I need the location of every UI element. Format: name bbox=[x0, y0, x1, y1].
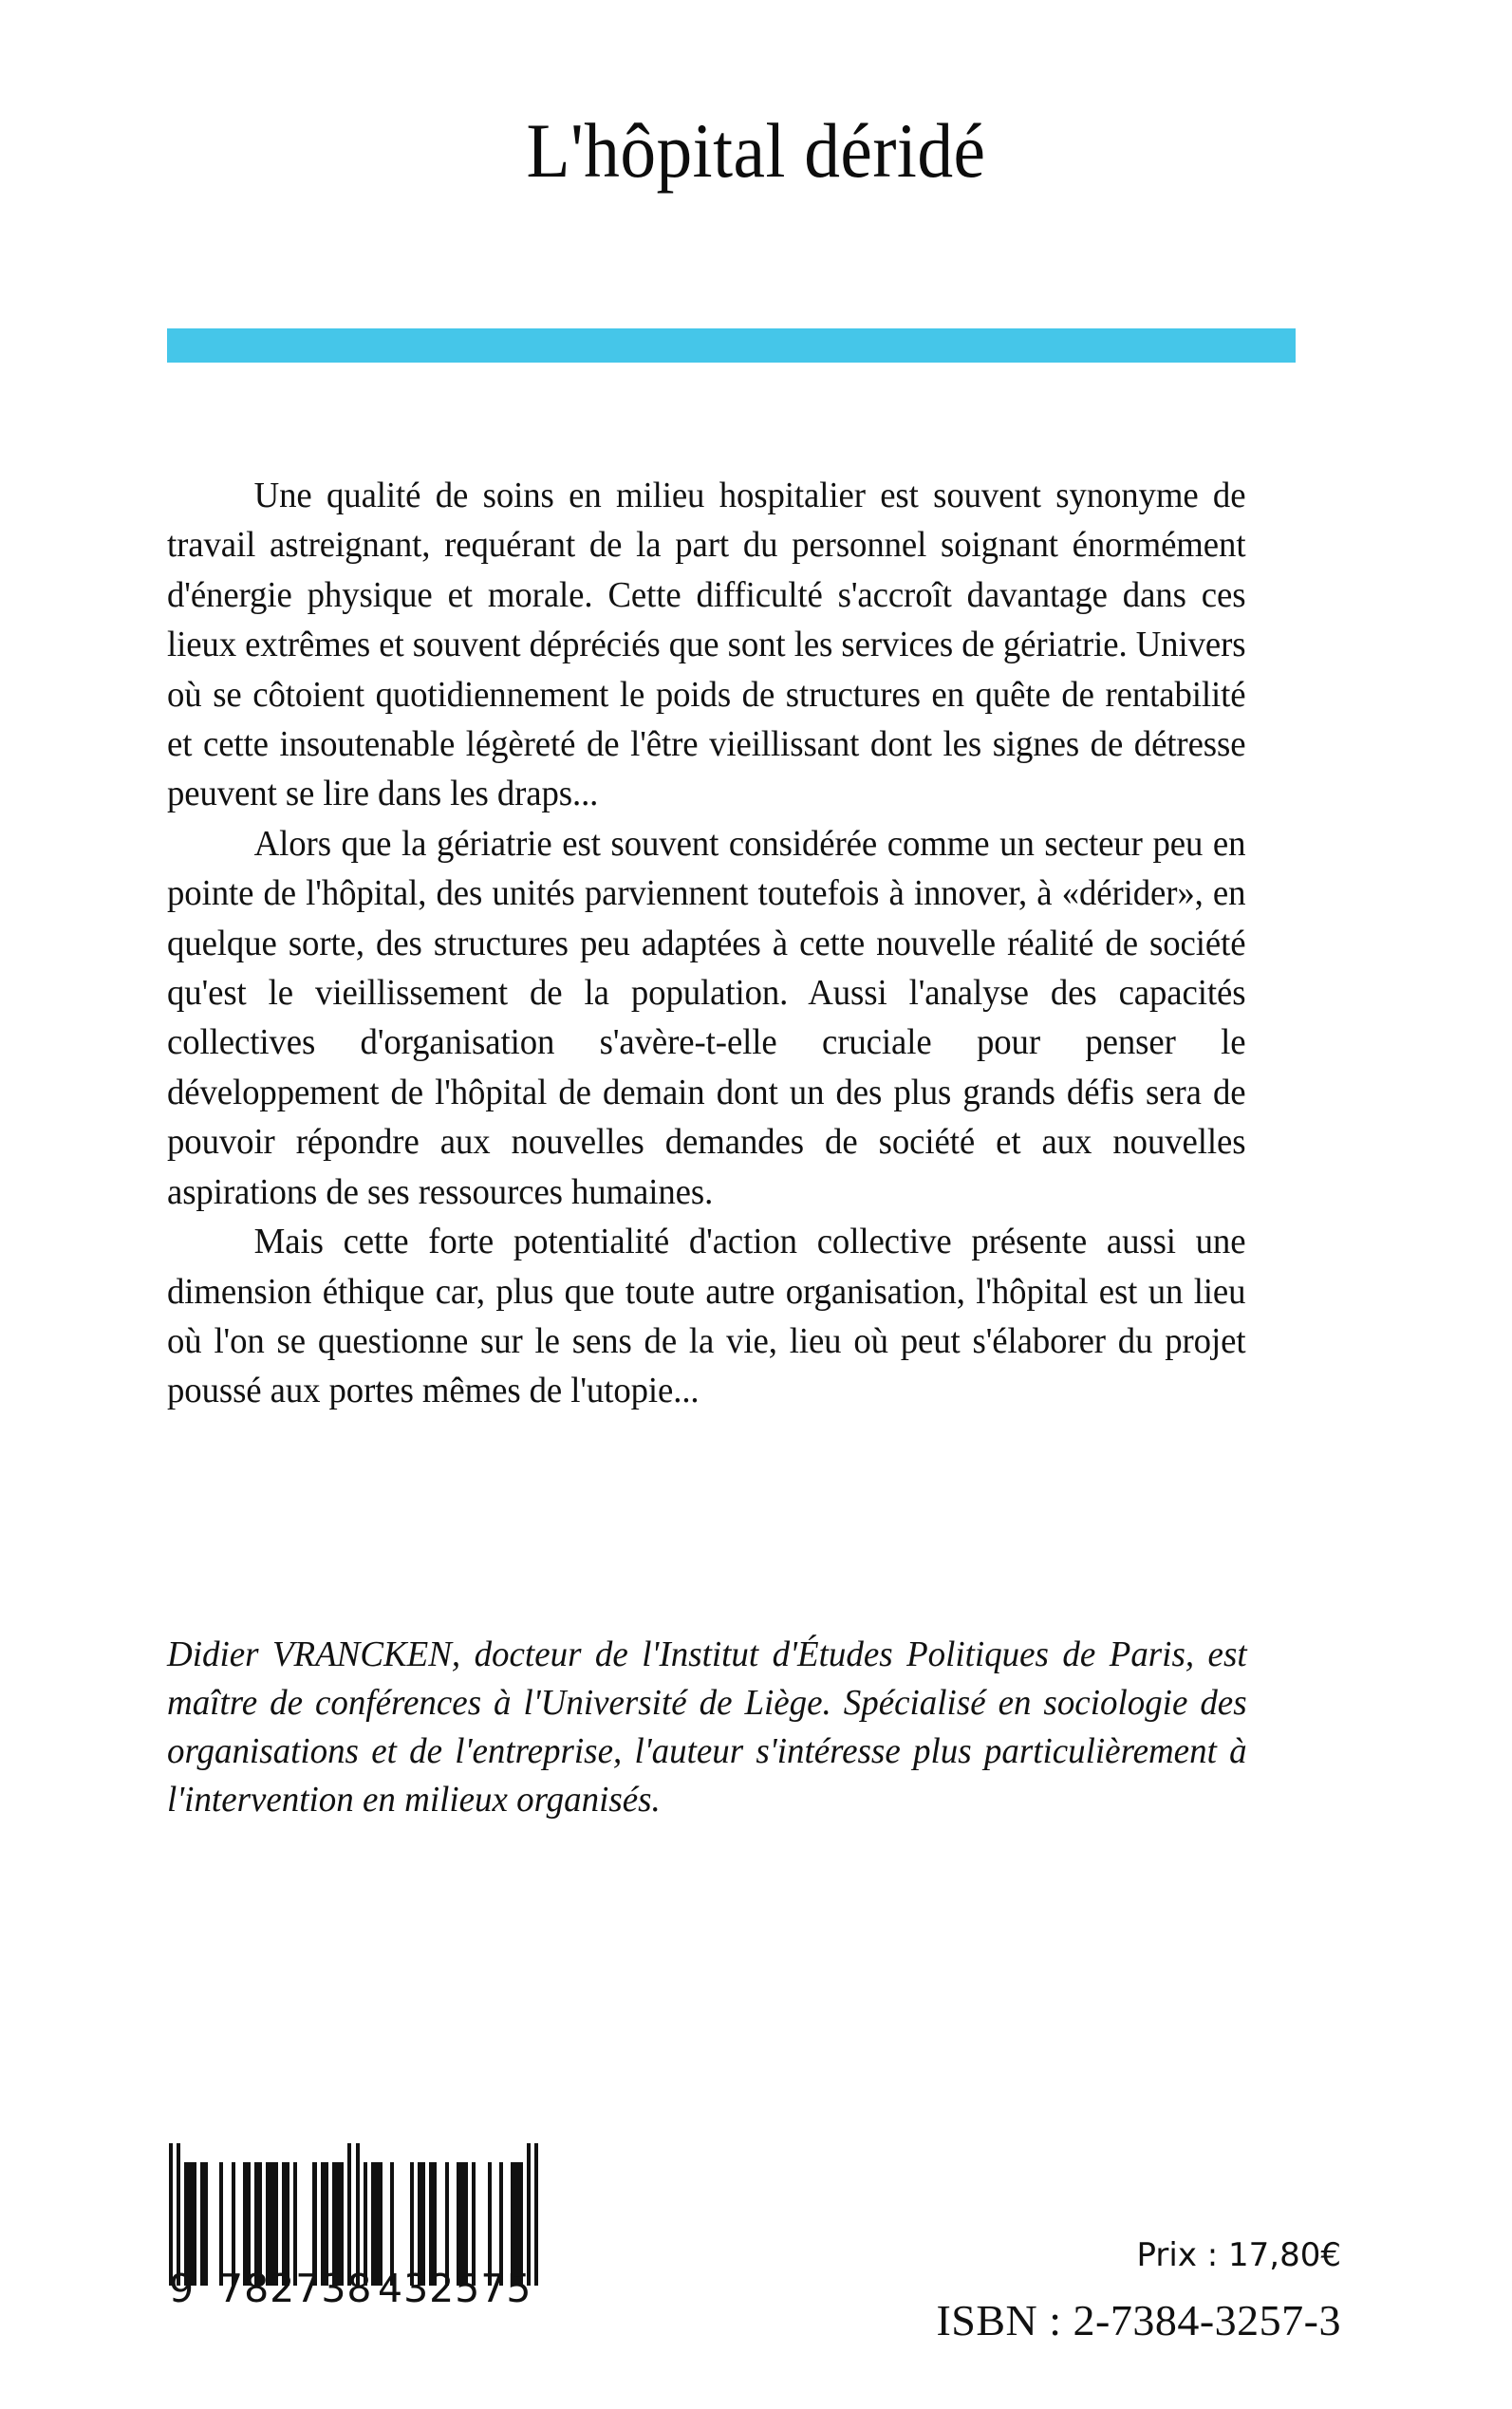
barcode-lead-digit: 9 bbox=[169, 2266, 196, 2311]
author-bio bbox=[167, 1631, 1292, 1824]
blurb-paragraph-2: Alors que la gériatrie est souvent considérée comme un secteur peu en pointe de l'hôpital, des unités parviennent toutefois à innover, à «dérider», en quelque sorte, des structures peu adaptées à cette nouvelle réalité de société qu'est le vieillissement de la population. Aussi l'analyse des capacités collectives d'organisation s'avère-t-elle cruciale pour penser le développement de l'hôpital de demain dont un des plus grands défis sera de pouvoir répondre aux nouvelles demandes de société et aux nouvelles aspirations de ses ressources humaines. bbox=[167, 823, 1246, 1212]
blurb-paragraph-1: Une qualité de soins en milieu hospitalier est souvent synonyme de travail astreignant, requérant de la part du personnel soignant énormément d'énergie physique et morale. Cette difficulté s'accroît davantage dans ces lieux extrêmes et souvent dépréciés que sont les services de gériatrie. Univers où se côtoient quotidiennement le poids de structures en quête de rentabilité et cette insoutenable légèreté de l'être vieillissant dont les signes de détresse peuvent se lire dans les draps... bbox=[167, 476, 1246, 814]
title-block bbox=[0, 107, 1512, 194]
price-label: Prix : 17,80€ bbox=[1136, 2236, 1341, 2274]
barcode-right-group: 432575 bbox=[378, 2266, 532, 2311]
barcode-digits bbox=[169, 2266, 539, 2311]
page-title: L'hôpital déridé bbox=[526, 107, 986, 194]
blurb-paragraph-3: Mais cette forte potentialité d'action collective présente aussi une dimension éthique car, plus que toute autre organisation, l'hôpital est un lieu où l'on se questionne sur le sens de la vie, lieu où peut s'élaborer du projet poussé aux portes mêmes de l'utopie... bbox=[167, 1222, 1246, 1411]
isbn-label: ISBN : 2-7384-3257-3 bbox=[936, 2296, 1341, 2344]
barcode-left-group: 782738 bbox=[218, 2266, 373, 2311]
barcode-bars bbox=[169, 2143, 539, 2286]
cyan-accent-bar bbox=[167, 328, 1296, 363]
author-bio-text: Didier VRANCKEN, docteur de l'Institut d'Études Politiques de Paris, est maître de conférences à l'Université de Liège. Spécialisé en sociologie des organisations et de l'entreprise, l'auteur s'intéresse plus particulièrement à l'intervention en milieux organisés. bbox=[167, 1634, 1247, 1820]
blurb-text bbox=[167, 471, 1297, 1416]
barcode bbox=[169, 2143, 549, 2311]
